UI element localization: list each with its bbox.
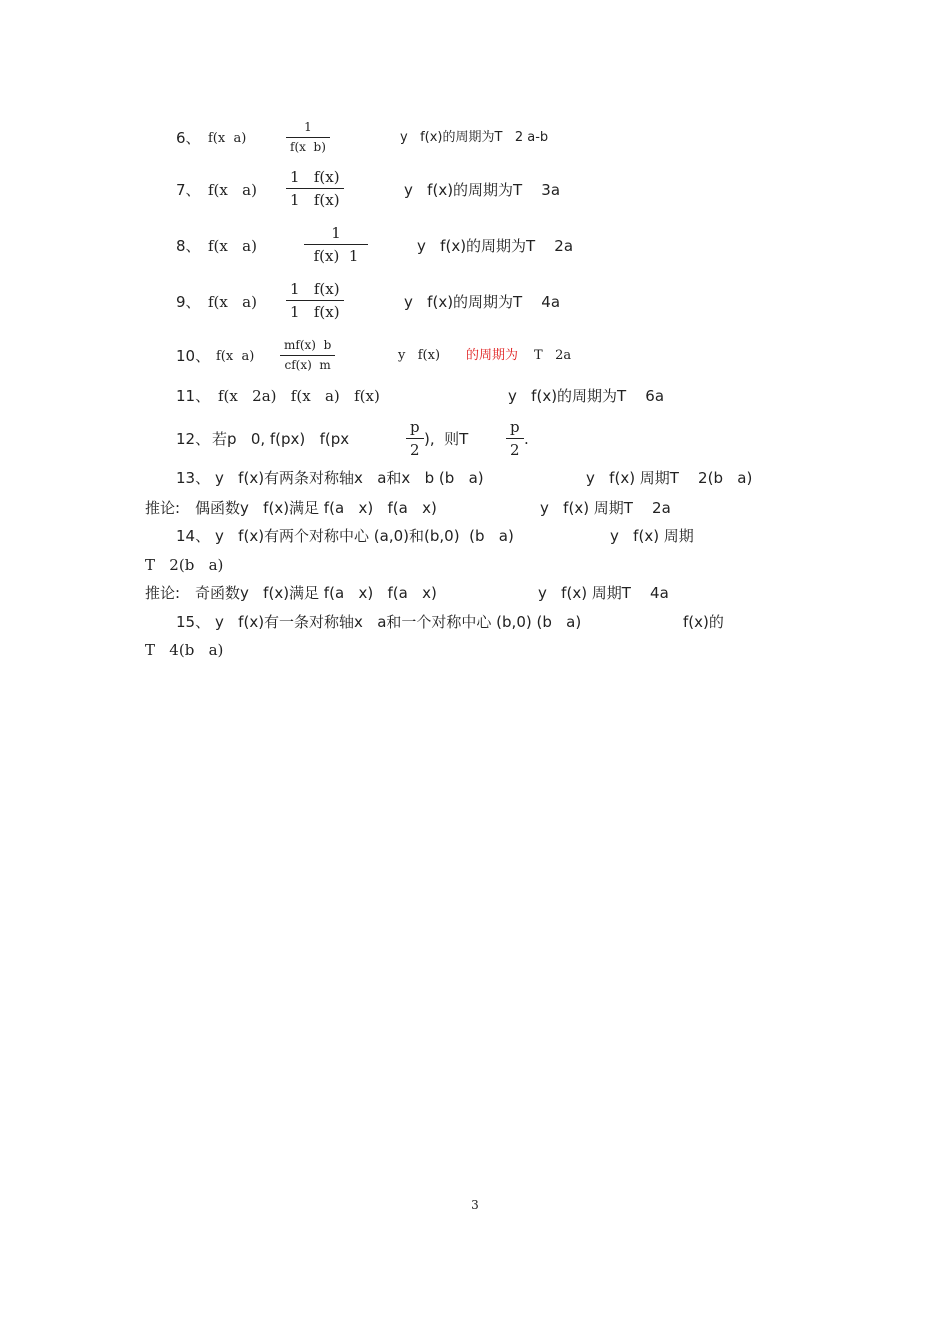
item-number: 10、 [176,347,211,365]
item-number: 14、 [176,527,211,545]
formula-rhs-highlight: 的周期为 [466,348,519,363]
item-number: 9、 [176,293,201,311]
fraction [304,224,368,265]
formula-lhs: y f(x)有两个对称中心 (a,0)和(b,0) (b a) [215,527,514,545]
fraction-bar [304,244,368,245]
formula-rhs: y f(x) 周期 [610,527,694,545]
corollary-label: 推论: [145,584,181,602]
formula-lhs: f(x 2a) f(x a) f(x) [218,387,380,405]
denominator: 1 f(x) [290,191,340,209]
fraction [286,168,344,209]
numerator: 1 [331,224,341,242]
item-12 [0,418,950,458]
formula-lhs: f(x a) [208,293,257,311]
item-number: 8、 [176,237,201,255]
formula-lhs: f(x a) [208,237,257,255]
fraction-p-over-2 [406,418,424,459]
fraction-bar [286,137,330,138]
corollary-text: 奇函数y f(x)满足 f(a x) f(a x) [195,584,437,602]
numerator: p [510,418,520,436]
formula-lhs: f(x a) [216,349,255,364]
corollary-rhs: y f(x) 周期T 2a [540,499,671,517]
formula-rhs-suffix: T 2a [534,348,572,363]
formula-lhs: f(x a) [208,181,257,199]
formula-rhs: y f(x)的周期为T 6a [508,387,665,405]
item-9 [0,280,950,320]
item-number: 11、 [176,387,211,405]
page-number: 3 [471,1198,479,1212]
formula-rhs: y f(x)的周期为T 2 a-b [400,130,549,145]
fraction-p-over-2 [506,418,524,459]
denominator: f(x) 1 [313,247,359,265]
formula-rhs: y f(x) 周期T 2(b a) [586,469,753,487]
formula-lhs: f(x a) [208,131,247,146]
formula-text-a: 若p 0, f(px) f(px [212,430,350,448]
formula-continuation: T 4(b a) [145,641,224,659]
denominator: 1 f(x) [290,303,340,321]
denominator: f(x b) [290,140,326,154]
formula-continuation: T 2(b a) [145,556,224,574]
fraction-bar [406,438,424,439]
numerator: 1 f(x) [290,168,340,186]
numerator: 1 f(x) [290,280,340,298]
fraction-bar [286,188,344,189]
item-number: 7、 [176,181,201,199]
formula-lhs: y f(x)有两条对称轴x a和x b (b a) [215,469,484,487]
fraction [280,338,335,373]
corollary-label: 推论: [145,499,181,517]
item-number: 13、 [176,469,211,487]
fraction-bar [280,355,335,356]
item-number: 15、 [176,613,211,631]
formula-rhs: y f(x)的周期为T 2a [417,237,574,255]
item-7 [0,168,950,208]
denominator: 2 [410,441,420,459]
corollary-rhs: y f(x) 周期T 4a [538,584,669,602]
denominator: 2 [510,441,520,459]
numerator: p [410,418,420,436]
corollary-text: 偶函数y f(x)满足 f(a x) f(a x) [195,499,437,517]
numerator: mf(x) b [284,338,332,352]
numerator: 1 [304,120,312,134]
fraction-bar [286,300,344,301]
fraction-bar [506,438,524,439]
formula-lhs: y f(x)有一条对称轴x a和一个对称中心 (b,0) (b a) [215,613,582,631]
item-8 [0,224,950,264]
formula-text-c: . [524,430,529,448]
formula-rhs: y f(x)的周期为T 4a [404,293,561,311]
fraction [286,280,344,321]
formula-text-b: ), 则T [424,430,469,448]
formula-rhs: y f(x)的周期为T 3a [404,181,561,199]
formula-rhs-prefix: y f(x) [398,348,441,363]
formula-rhs: f(x)的 [683,613,724,631]
denominator: cf(x) m [284,358,331,372]
item-6 [0,120,950,160]
item-10 [0,338,950,378]
item-number: 6、 [176,129,201,147]
fraction [286,120,330,155]
item-number: 12、 [176,430,211,448]
item-15-continuation [0,638,950,678]
